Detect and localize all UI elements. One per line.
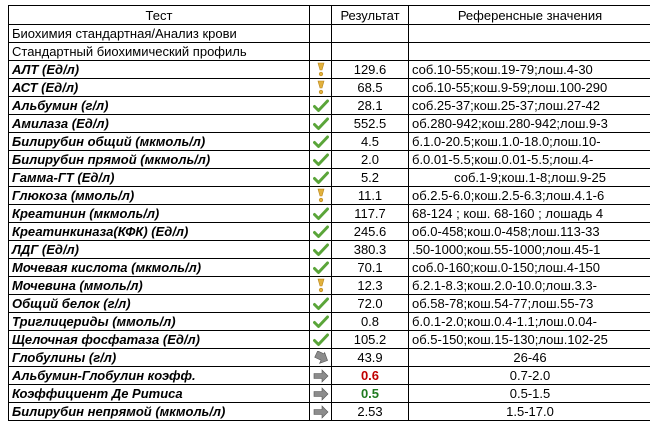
test-name: Глобулины (г/л) [9,349,310,367]
header-icon-col [310,6,332,25]
result-value-text: 68.5 [357,80,383,95]
header-test: Тест [9,6,310,25]
result-value-text: 2.53 [357,404,383,419]
result-value [332,331,409,349]
warning-icon [310,80,331,95]
table-row [9,187,650,205]
table-row [9,61,650,79]
reference-range: б.1.0-20.5;кош.1.0-18.0;лош.10- [409,133,650,151]
section-panel-icon-cell [310,25,332,43]
test-name: Альбумин-Глобулин коэфф. [9,367,310,385]
table-row [9,403,650,421]
reference-range: соб.10-55;кош.9-59;лош.100-290 [409,79,650,97]
reference-range: об.5-150;кош.15-130;лош.102-25 [409,331,650,349]
table-row [9,97,650,115]
section-row-profile [9,43,650,61]
result-value [332,241,409,259]
check-icon [310,225,331,239]
test-name: Коэффициент Де Ритиса [9,385,310,403]
reference-range: 1.5-17.0 [409,403,650,421]
test-name: Альбумин (г/л) [9,97,310,115]
status-icon-cell [310,349,332,367]
test-name: Билирубин непрямой (мкмоль/л) [9,403,310,421]
table-row [9,313,650,331]
table-row [9,295,650,313]
table-row [9,223,650,241]
arrow-down-right-icon [310,351,331,365]
result-value-text: 117.7 [354,206,386,221]
status-icon-cell [310,97,332,115]
reference-range: .50-1000;кош.55-1000;лош.45-1 [409,241,650,259]
header-row [9,6,650,25]
result-value [332,313,409,331]
reference-range: соб.0-160;кош.0-150;лош.4-150 [409,259,650,277]
reference-range: б.0.01-5.5;кош.0.01-5.5;лош.4- [409,151,650,169]
result-value [332,61,409,79]
warning-icon [310,62,331,77]
reference-range: б.0.1-2.0;кош.0.4-1.1;лош.0.04- [409,313,650,331]
table-row [9,151,650,169]
header-result: Результат [332,6,409,25]
arrow-right-icon [310,387,331,401]
section-panel-label: Биохимия стандартная/Анализ крови [9,25,310,43]
section-profile-value-cell [332,43,409,61]
section-profile-label: Стандартный биохимический профиль [9,43,310,61]
check-icon [310,207,331,221]
section-panel-value-cell [332,25,409,43]
status-icon-cell [310,241,332,259]
status-icon-cell [310,115,332,133]
status-icon-cell [310,79,332,97]
status-icon-cell [310,403,332,421]
table-row [9,205,650,223]
status-icon-cell [310,331,332,349]
reference-range: об.0-458;кош.0-458;лош.113-33 [409,223,650,241]
status-icon-cell [310,169,332,187]
result-value [332,187,409,205]
reference-range: 26-46 [409,349,650,367]
table-row [9,241,650,259]
check-icon [310,333,331,347]
section-panel-ref-cell [409,25,650,43]
result-value-text: 105.2 [353,332,387,347]
result-value [332,349,409,367]
table-row [9,259,650,277]
test-name: Гамма-ГТ (Ед/л) [9,169,310,187]
result-value-text: 28.1 [357,98,383,113]
result-value-text: 129.6 [353,62,387,77]
result-value-text: 4.5 [360,134,380,149]
result-value-text: 245.6 [353,224,387,239]
status-icon-cell [310,295,332,313]
result-value [332,169,409,187]
result-value [332,115,409,133]
check-icon [310,153,331,167]
result-value [332,205,409,223]
check-icon [310,297,331,311]
test-name: Билирубин общий (мкмоль/л) [9,133,310,151]
test-name: Амилаза (Ед/л) [9,115,310,133]
section-row-panel [9,25,650,43]
test-name: Билирубин прямой (мкмоль/л) [9,151,310,169]
table-row [9,349,650,367]
test-name: ЛДГ (Ед/л) [9,241,310,259]
result-value [332,385,409,403]
warning-icon [310,278,331,293]
check-icon [310,171,331,185]
result-value-text: 12.3 [357,278,383,293]
arrow-right-icon [310,369,331,383]
section-profile-ref-cell [409,43,650,61]
check-icon [310,243,331,257]
result-value [332,403,409,421]
arrow-right-icon [310,405,331,419]
status-icon-cell [310,151,332,169]
reference-range: об.280-942;кош.280-942;лош.9-3 [409,115,650,133]
result-value-text: 0.5 [360,386,380,401]
reference-range: 68-124 ; кош. 68-160 ; лошадь 4 [409,205,650,223]
lab-results-table [8,5,650,421]
result-value [332,295,409,313]
status-icon-cell [310,313,332,331]
check-icon [310,117,331,131]
status-icon-cell [310,385,332,403]
test-name: Креатинкиназа(КФК) (Ед/л) [9,223,310,241]
test-name: Щелочная фосфатаза (Ед/л) [9,331,310,349]
status-icon-cell [310,223,332,241]
result-value-text: 72.0 [357,296,383,311]
result-value-text: 380.3 [353,242,387,257]
result-value [332,133,409,151]
test-name: Мочевина (ммоль/л) [9,277,310,295]
status-icon-cell [310,187,332,205]
table-row [9,79,650,97]
status-icon-cell [310,277,332,295]
result-value [332,97,409,115]
table-row [9,385,650,403]
result-value [332,151,409,169]
reference-range: 0.5-1.5 [409,385,650,403]
check-icon [310,99,331,113]
result-value-text: 552.5 [353,116,387,131]
status-icon-cell [310,205,332,223]
reference-range: 0.7-2.0 [409,367,650,385]
status-icon-cell [310,367,332,385]
check-icon [310,315,331,329]
result-value [332,79,409,97]
result-value [332,367,409,385]
result-value-text: 0.8 [360,314,380,329]
reference-range: об.58-78;кош.54-77;лош.55-73 [409,295,650,313]
header-reference: Референсные значения [409,6,650,25]
status-icon-cell [310,259,332,277]
result-value-text: 70.1 [357,260,383,275]
reference-range: б.2.1-8.3;кош.2.0-10.0;лош.3.3- [409,277,650,295]
table-row [9,169,650,187]
status-icon-cell [310,61,332,79]
test-name: Мочевая кислота (мкмоль/л) [9,259,310,277]
section-profile-icon-cell [310,43,332,61]
test-name: АЛТ (Ед/л) [9,61,310,79]
reference-range: соб.10-55;кош.19-79;лош.4-30 [409,61,650,79]
table-row [9,277,650,295]
result-value-text: 2.0 [360,152,380,167]
reference-range: об.2.5-6.0;кош.2.5-6.3;лош.4.1-6 [409,187,650,205]
result-value [332,223,409,241]
reference-range: соб.25-37;кош.25-37;лош.27-42 [409,97,650,115]
result-value-text: 11.1 [357,188,383,203]
table-row [9,115,650,133]
result-value-text: 0.6 [360,368,380,383]
result-value-text: 43.9 [357,350,383,365]
warning-icon [310,188,331,203]
test-name: Креатинин (мкмоль/л) [9,205,310,223]
test-name: АСТ (Ед/л) [9,79,310,97]
table-row [9,331,650,349]
status-icon-cell [310,133,332,151]
result-value [332,259,409,277]
result-value [332,277,409,295]
reference-range: соб.1-9;кош.1-8;лош.9-25 [409,169,650,187]
table-row [9,133,650,151]
check-icon [310,261,331,275]
test-name: Общий белок (г/л) [9,295,310,313]
test-name: Триглицериды (ммоль/л) [9,313,310,331]
table-row [9,367,650,385]
result-value-text: 5.2 [360,170,380,185]
test-name: Глюкоза (ммоль/л) [9,187,310,205]
check-icon [310,135,331,149]
